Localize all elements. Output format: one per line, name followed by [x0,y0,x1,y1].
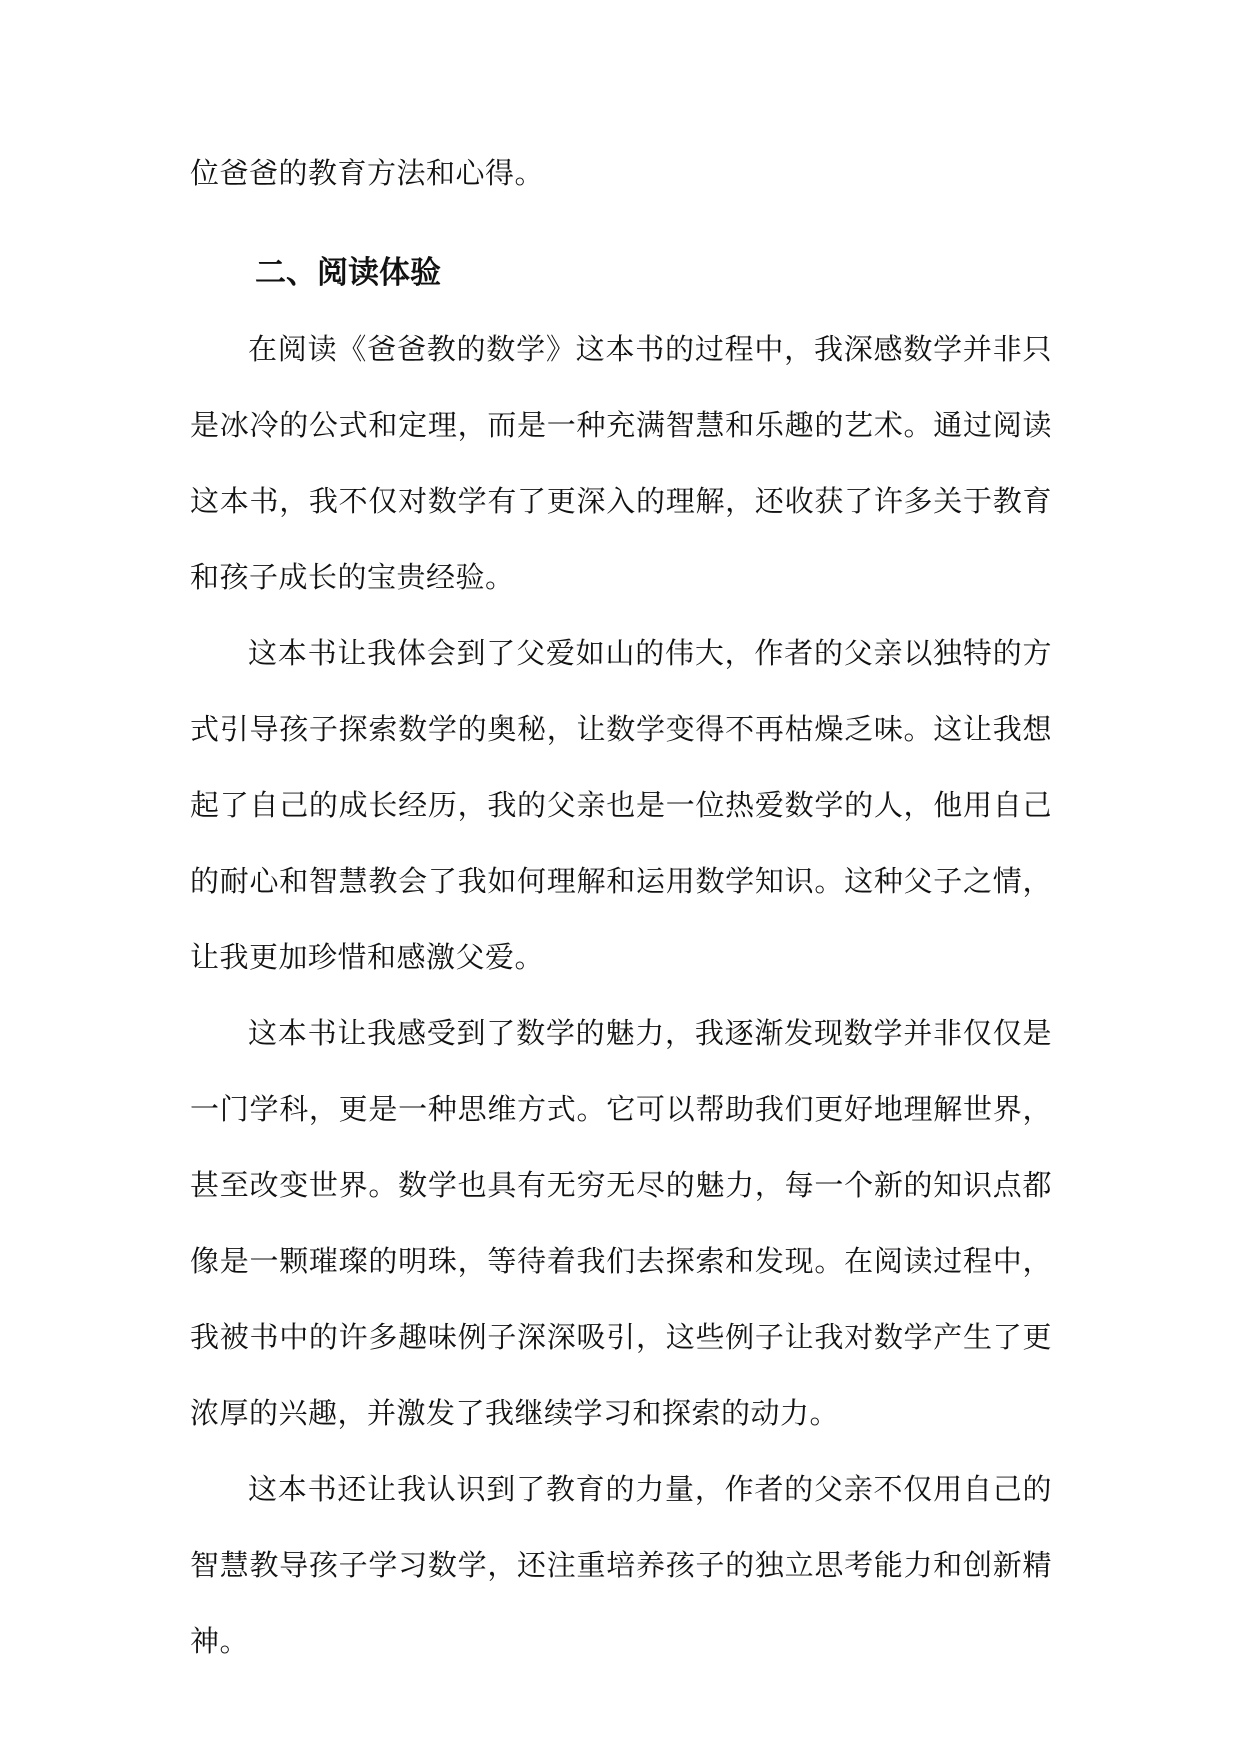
body-paragraph-2: 这本书让我体会到了父爱如山的伟大，作者的父亲以独特的方式引导孩子探索数学的奥秘，让数学变得不再枯燥乏味。这让我想起了自己的成长经历，我的父亲也是一位热爱数学的人，他用自己的耐心和智慧教会了我如何理解和运用数学知识。这种父子之情，让我更加珍惜和感激父爱。 [190,636,1052,974]
body-paragraph-4: 这本书还让我认识到了教育的力量，作者的父亲不仅用自己的智慧教导孩子学习数学，还注重培养孩子的独立思考能力和创新精神。 [190,1472,1052,1658]
body-paragraph-1: 在阅读《爸爸教的数学》这本书的过程中，我深感数学并非只是冰冷的公式和定理，而是一种充满智慧和乐趣的艺术。通过阅读这本书，我不仅对数学有了更深入的理解，还收获了许多关于教育和孩子成长的宝贵经验。 [190,332,1052,594]
body-paragraph-3: 这本书让我感受到了数学的魅力，我逐渐发现数学并非仅仅是一门学科，更是一种思维方式。它可以帮助我们更好地理解世界，甚至改变世界。数学也具有无穷无尽的魅力，每一个新的知识点都像是一颗璀璨的明珠，等待着我们去探索和发现。在阅读过程中，我被书中的许多趣味例子深深吸引，这些例子让我对数学产生了更浓厚的兴趣，并激发了我继续学习和探索的动力。 [190,1016,1052,1430]
lead-paragraph: 位爸爸的教育方法和心得。 [190,156,545,190]
section-heading: 二、阅读体验 [255,255,441,291]
document-body [190,135,1052,1679]
